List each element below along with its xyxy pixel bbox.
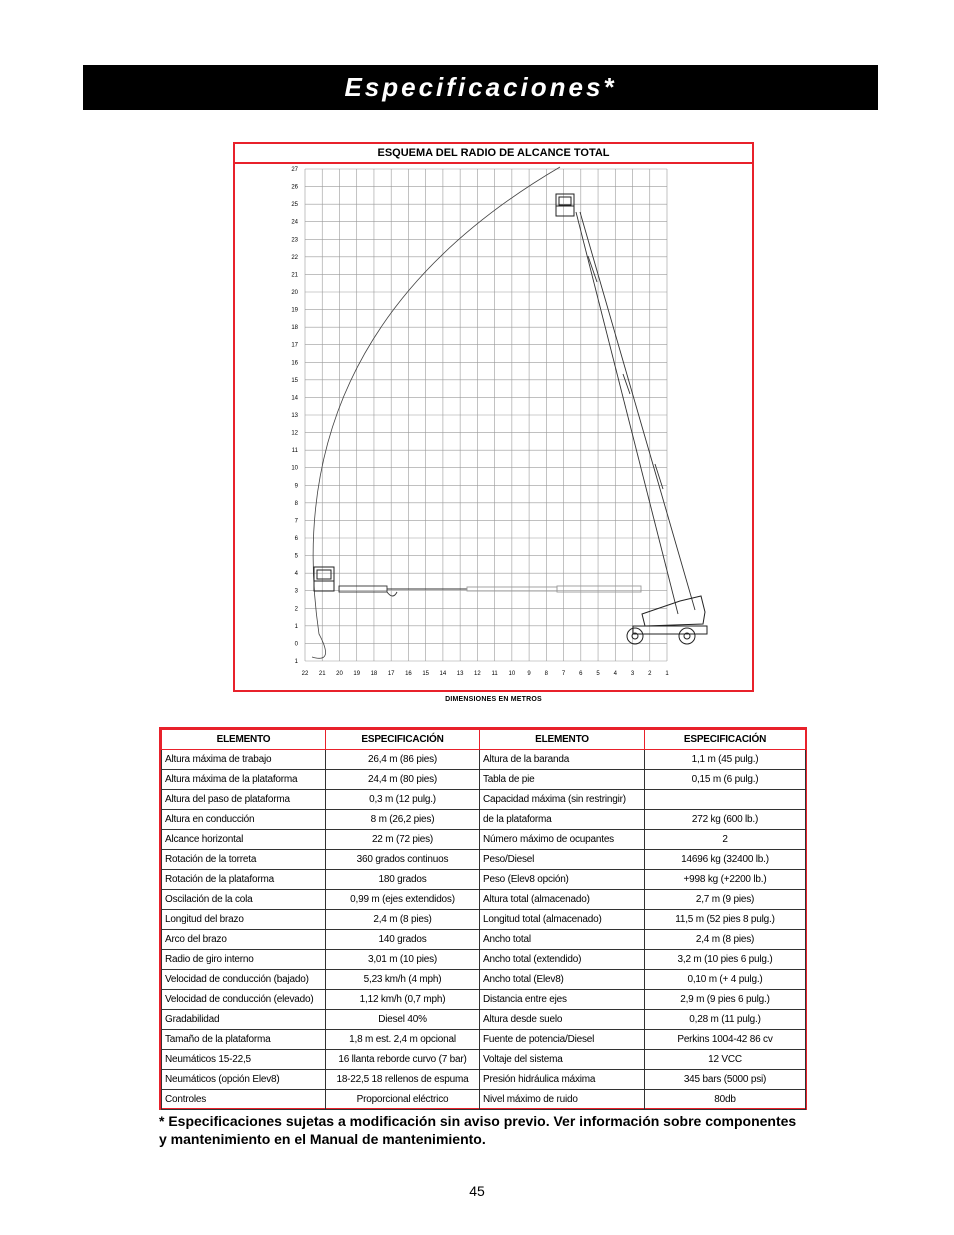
table-row	[162, 1010, 806, 1030]
diagram-title: ESQUEMA DEL RADIO DE ALCANCE TOTAL	[235, 144, 752, 164]
spec-item: Alcance horizontal	[162, 830, 326, 850]
table-row	[162, 1090, 806, 1110]
spec-value: 5,23 km/h (4 mph)	[326, 970, 480, 990]
spec-value: 1,12 km/h (0,7 mph)	[326, 990, 480, 1010]
spec-item: Longitud del brazo	[162, 910, 326, 930]
table-row	[162, 790, 806, 810]
spec-item: Peso (Elev8 opción)	[480, 870, 645, 890]
table-header-row	[162, 730, 806, 750]
x-tick-label: 21	[318, 671, 326, 677]
x-tick-label: 9	[527, 671, 531, 677]
spec-value: 1,1 m (45 pulg.)	[645, 750, 806, 770]
spec-value: 2,4 m (8 pies)	[645, 930, 806, 950]
spec-item: Distancia entre ejes	[480, 990, 645, 1010]
y-tick-label: 3	[294, 588, 298, 595]
reach-diagram-svg	[235, 164, 752, 690]
spec-item: Gradabilidad	[162, 1010, 326, 1030]
spec-item: Peso/Diesel	[480, 850, 645, 870]
y-tick-label: 8	[294, 500, 298, 507]
spec-value: 2,4 m (8 pies)	[326, 910, 480, 930]
spec-item: de la plataforma	[480, 810, 645, 830]
page-title-banner	[83, 65, 878, 110]
y-tick-label: 4	[294, 571, 298, 578]
spec-value: 0,10 m (+ 4 pulg.)	[645, 970, 806, 990]
spec-item: Ancho total (extendido)	[480, 950, 645, 970]
spec-value: 2,7 m (9 pies)	[645, 890, 806, 910]
x-tick-label: 8	[544, 671, 549, 677]
x-tick-label: 19	[353, 671, 361, 677]
spec-item: Número máximo de ocupantes	[480, 830, 645, 850]
y-tick-label: 0	[294, 641, 298, 648]
y-tick-label: 16	[291, 360, 298, 367]
x-tick-label: 4	[613, 671, 617, 677]
spec-value: 180 grados	[326, 870, 480, 890]
boom-extended	[576, 212, 695, 614]
spec-item: Tamaño de la plataforma	[162, 1030, 326, 1050]
spec-item: Voltaje del sistema	[480, 1050, 645, 1070]
spec-item: Arco del brazo	[162, 930, 326, 950]
y-tick-label: 10	[291, 465, 298, 472]
spec-item: Altura total (almacenado)	[480, 890, 645, 910]
spec-value: 12 VCC	[645, 1050, 806, 1070]
specifications-table-box	[159, 727, 807, 1110]
spec-item: Velocidad de conducción (bajado)	[162, 970, 326, 990]
y-tick-label: 9	[294, 483, 298, 490]
x-tick-label: 17	[387, 671, 395, 677]
y-tick-label: 14	[291, 395, 298, 402]
x-tick-label: 13	[456, 671, 464, 677]
x-tick-label: 22	[301, 671, 309, 677]
table-row	[162, 750, 806, 770]
spec-item: Altura de la baranda	[480, 750, 645, 770]
y-tick-label: 21	[291, 272, 298, 279]
x-tick-label: 11	[491, 671, 498, 677]
x-tick-label: 6	[579, 671, 583, 677]
spec-item: Oscilación de la cola	[162, 890, 326, 910]
table-row	[162, 830, 806, 850]
spec-value: 1,8 m est. 2,4 m opcional	[326, 1030, 480, 1050]
spec-value: 80db	[645, 1090, 806, 1110]
spec-value: Proporcional eléctrico	[326, 1090, 480, 1110]
table-row	[162, 990, 806, 1010]
table-row	[162, 810, 806, 830]
table-row	[162, 770, 806, 790]
spec-item: Capacidad máxima (sin restringir)	[480, 790, 645, 810]
spec-value: 0,28 m (11 pulg.)	[645, 1010, 806, 1030]
y-tick-label: 26	[291, 184, 298, 191]
spec-value: 0,15 m (6 pulg.)	[645, 770, 806, 790]
y-tick-label: 24	[291, 219, 298, 226]
y-tick-label: 20	[291, 290, 298, 296]
y-tick-label: 2	[294, 606, 298, 613]
spec-item: Velocidad de conducción (elevado)	[162, 990, 326, 1010]
x-tick-label: 15	[422, 671, 430, 677]
table-row	[162, 890, 806, 910]
spec-item: Altura máxima de trabajo	[162, 750, 326, 770]
x-tick-label: 12	[474, 671, 481, 677]
y-tick-label: 25	[291, 202, 298, 209]
spec-value: 360 grados continuos	[326, 850, 480, 870]
y-tick-label: 6	[294, 536, 298, 542]
x-tick-label: 16	[405, 671, 412, 677]
y-tick-label: 19	[291, 307, 298, 314]
table-row	[162, 970, 806, 990]
spec-value: Diesel 40%	[326, 1010, 480, 1030]
spec-value: 24,4 m (80 pies)	[326, 770, 480, 790]
x-axis-caption: DIMENSIONES EN METROS	[445, 696, 542, 703]
spec-value: 0,99 m (ejes extendidos)	[326, 890, 480, 910]
spec-value: 8 m (26,2 pies)	[326, 810, 480, 830]
spec-value: 16 llanta reborde curvo (7 bar)	[326, 1050, 480, 1070]
y-tick-label: 22	[291, 254, 298, 261]
header-element-left: ELEMENTO	[162, 730, 326, 750]
spec-item: Altura desde suelo	[480, 1010, 645, 1030]
x-tick-label: 7	[561, 671, 566, 677]
x-tick-label: 3	[630, 671, 635, 677]
header-spec-left: ESPECIFICACIÓN	[326, 730, 480, 750]
y-tick-label: 7	[294, 518, 298, 525]
specifications-table	[161, 729, 806, 1110]
spec-value	[645, 790, 806, 810]
y-tick-label: 1	[294, 659, 298, 665]
spec-value: 140 grados	[326, 930, 480, 950]
spec-item: Fuente de potencia/Diesel	[480, 1030, 645, 1050]
y-tick-label: 17	[291, 342, 298, 349]
spec-item: Altura del paso de plataforma	[162, 790, 326, 810]
x-axis-ticks	[302, 671, 670, 677]
y-tick-label: 23	[291, 237, 298, 244]
table-row	[162, 1050, 806, 1070]
table-row	[162, 1070, 806, 1090]
spec-item: Ancho total (Elev8)	[480, 970, 645, 990]
y-tick-label: 27	[291, 167, 298, 173]
y-tick-label: 11	[291, 448, 298, 455]
page-title: Especificaciones*	[344, 72, 617, 102]
x-tick-label: 5	[596, 671, 600, 677]
spec-value: Perkins 1004-42 86 cv	[645, 1030, 806, 1050]
spec-value: 11,5 m (52 pies 8 pulg.)	[645, 910, 806, 930]
table-row	[162, 910, 806, 930]
x-tick-label: 20	[336, 671, 343, 677]
spec-value: 345 bars (5000 psi)	[645, 1070, 806, 1090]
spec-item: Rotación de la torreta	[162, 850, 326, 870]
spec-value: 2,9 m (9 pies 6 pulg.)	[645, 990, 806, 1010]
spec-item: Longitud total (almacenado)	[480, 910, 645, 930]
reach-envelope-curve	[312, 167, 560, 658]
x-tick-label: 14	[439, 671, 447, 677]
spec-value: 14696 kg (32400 lb.)	[645, 850, 806, 870]
spec-item: Controles	[162, 1090, 326, 1110]
spec-value: 272 kg (600 lb.)	[645, 810, 806, 830]
spec-item: Radio de giro interno	[162, 950, 326, 970]
spec-value: 18-22,5 18 rellenos de espuma	[326, 1070, 480, 1090]
spec-item: Presión hidráulica máxima	[480, 1070, 645, 1090]
reach-diagram	[233, 142, 754, 692]
x-tick-label: 18	[370, 671, 378, 677]
table-row	[162, 930, 806, 950]
spec-value: +998 kg (+2200 lb.)	[645, 870, 806, 890]
x-tick-label: 10	[508, 671, 516, 677]
y-axis-ticks	[291, 167, 298, 665]
spec-value: 22 m (72 pies)	[326, 830, 480, 850]
spec-item: Altura en conducción	[162, 810, 326, 830]
spec-value: 3,01 m (10 pies)	[326, 950, 480, 970]
y-tick-label: 5	[294, 553, 298, 560]
table-row	[162, 850, 806, 870]
table-row	[162, 950, 806, 970]
y-tick-label: 1	[294, 623, 298, 630]
header-spec-right: ESPECIFICACIÓN	[645, 730, 806, 750]
spec-value: 3,2 m (10 pies 6 pulg.)	[645, 950, 806, 970]
y-tick-label: 13	[291, 413, 298, 419]
spec-item: Nivel máximo de ruido	[480, 1090, 645, 1110]
platform-basket-raised	[556, 194, 574, 216]
x-tick-label: 1	[665, 671, 669, 677]
footnote: * Especificaciones sujetas a modificación sin aviso previo. Ver información sobre componentes y mantenimiento en el Manual de mantenimiento.	[159, 1113, 797, 1147]
spec-item: Ancho total	[480, 930, 645, 950]
x-tick-label: 2	[648, 671, 652, 677]
page-number: 45	[469, 1183, 485, 1199]
table-row	[162, 1030, 806, 1050]
spec-value: 26,4 m (86 pies)	[326, 750, 480, 770]
y-tick-label: 18	[291, 325, 298, 332]
spec-value: 2	[645, 830, 806, 850]
table-row	[162, 870, 806, 890]
y-tick-label: 15	[291, 377, 298, 384]
spec-item: Rotación de la plataforma	[162, 870, 326, 890]
spec-item: Tabla de pie	[480, 770, 645, 790]
header-element-right: ELEMENTO	[480, 730, 645, 750]
spec-item: Neumáticos 15-22,5	[162, 1050, 326, 1070]
spec-value: 0,3 m (12 pulg.)	[326, 790, 480, 810]
spec-item: Neumáticos (opción Elev8)	[162, 1070, 326, 1090]
y-tick-label: 12	[291, 430, 298, 437]
platform-basket-lowered	[314, 567, 334, 591]
spec-item: Altura máxima de la plataforma	[162, 770, 326, 790]
